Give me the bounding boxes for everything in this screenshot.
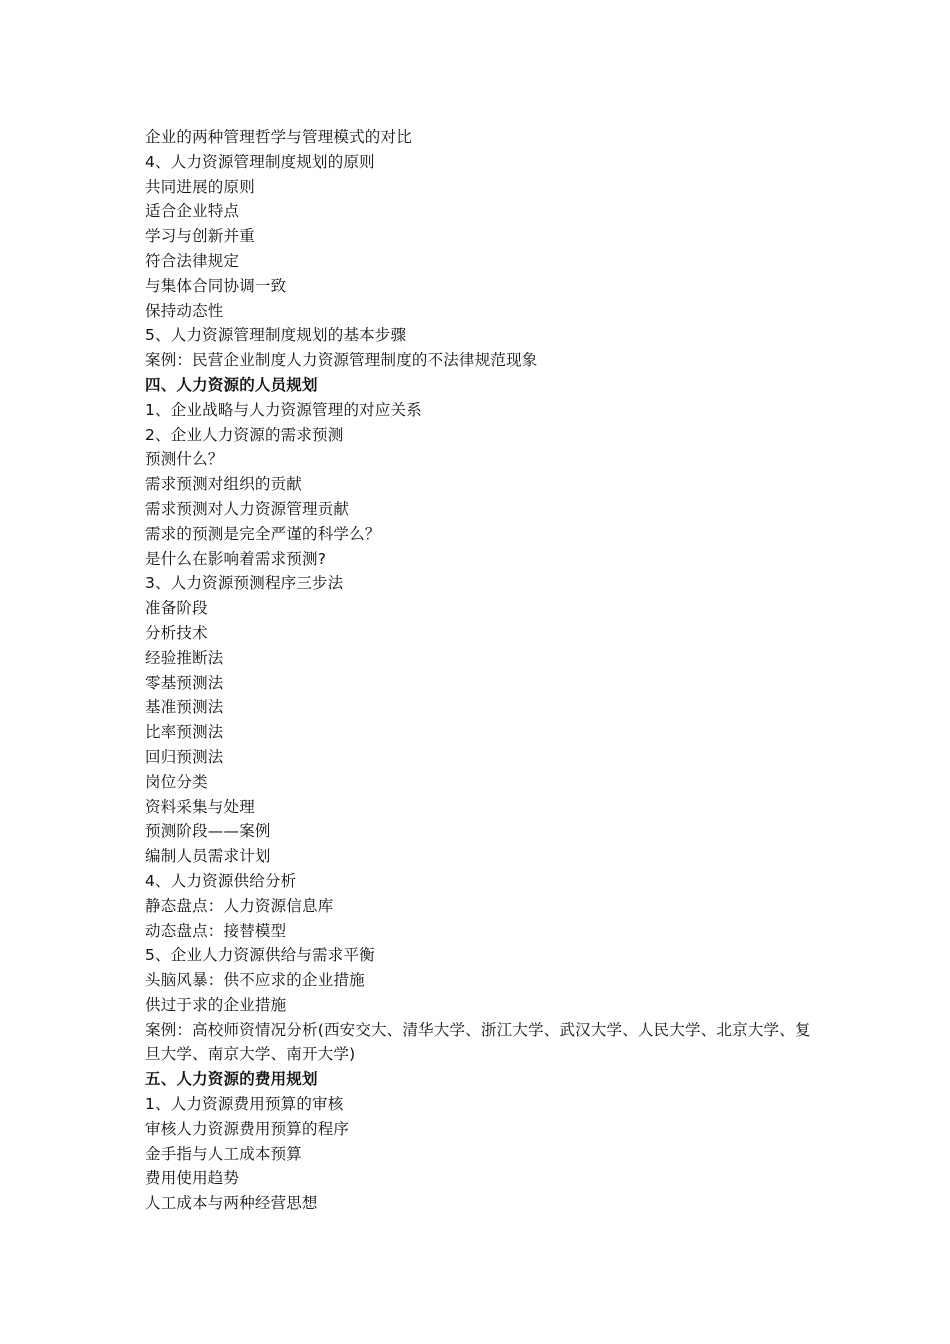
text-line: 分析技术 — [145, 623, 208, 642]
text-line: 预测什么？ — [145, 450, 224, 469]
text-line: 费用使用趋势 — [145, 1169, 240, 1188]
text-line: 金手指与人工成本预算 — [145, 1144, 303, 1163]
text-line: 经验推断法 — [145, 648, 224, 667]
text-line: 回归预测法 — [145, 747, 224, 766]
text-line: 需求预测对人力资源管理贡献 — [145, 499, 350, 518]
text-line: 动态盘点：接替模型 — [145, 921, 287, 940]
text-line: 案例：民营企业制度人力资源管理制度的不法律规范现象 — [145, 351, 538, 370]
text-line: 需求的预测是完全严谨的科学么？ — [145, 524, 381, 543]
text-line: 与集体合同协调一致 — [145, 276, 287, 295]
text-line: 基准预测法 — [145, 698, 224, 717]
text-line: 头脑风暴：供不应求的企业措施 — [145, 971, 365, 990]
text-line: 适合企业特点 — [145, 202, 240, 221]
text-line: 5、企业人力资源供给与需求平衡 — [145, 946, 375, 965]
text-line: 审核人力资源费用预算的程序 — [145, 1119, 350, 1138]
text-line: 准备阶段 — [145, 599, 208, 618]
text-line: 资料采集与处理 — [145, 797, 255, 816]
section-heading: 四、人力资源的人员规划 — [145, 375, 318, 394]
text-line: 4、人力资源供给分析 — [145, 871, 297, 890]
text-line: 1、企业战略与人力资源管理的对应关系 — [145, 400, 422, 419]
text-line: 人工成本与两种经营思想 — [145, 1194, 318, 1213]
text-line: 2、企业人力资源的需求预测 — [145, 425, 344, 444]
text-line: 4、人力资源管理制度规划的原则 — [145, 152, 375, 171]
text-line: 5、人力资源管理制度规划的基本步骤 — [145, 326, 407, 345]
text-line: 需求预测对组织的贡献 — [145, 475, 303, 494]
text-line: 静态盘点：人力资源信息库 — [145, 896, 334, 915]
text-line: 供过于求的企业措施 — [145, 995, 287, 1014]
text-line: 学习与创新并重 — [145, 227, 255, 246]
document-page — [145, 125, 815, 1216]
text-line: 编制人员需求计划 — [145, 847, 271, 866]
text-line: 符合法律规定 — [145, 251, 240, 270]
text-line: 1、人力资源费用预算的审核 — [145, 1095, 344, 1114]
text-line: 案例：高校师资情况分析(西安交大、清华大学、浙江大学、武汉大学、人民大学、北京大学、复旦大学、南京大学、南开大学) — [145, 1020, 811, 1064]
text-line: 是什么在影响着需求预测? — [145, 549, 327, 568]
text-line: 保持动态性 — [145, 301, 224, 320]
text-line: 岗位分类 — [145, 772, 208, 791]
text-line: 预测阶段——案例 — [145, 822, 271, 841]
text-line: 共同进展的原则 — [145, 177, 255, 196]
text-line: 比率预测法 — [145, 723, 224, 742]
text-line: 零基预测法 — [145, 673, 224, 692]
section-heading: 五、人力资源的费用规划 — [145, 1070, 318, 1089]
text-line: 企业的两种管理哲学与管理模式的对比 — [145, 128, 412, 146]
text-line: 3、人力资源预测程序三步法 — [145, 574, 344, 593]
